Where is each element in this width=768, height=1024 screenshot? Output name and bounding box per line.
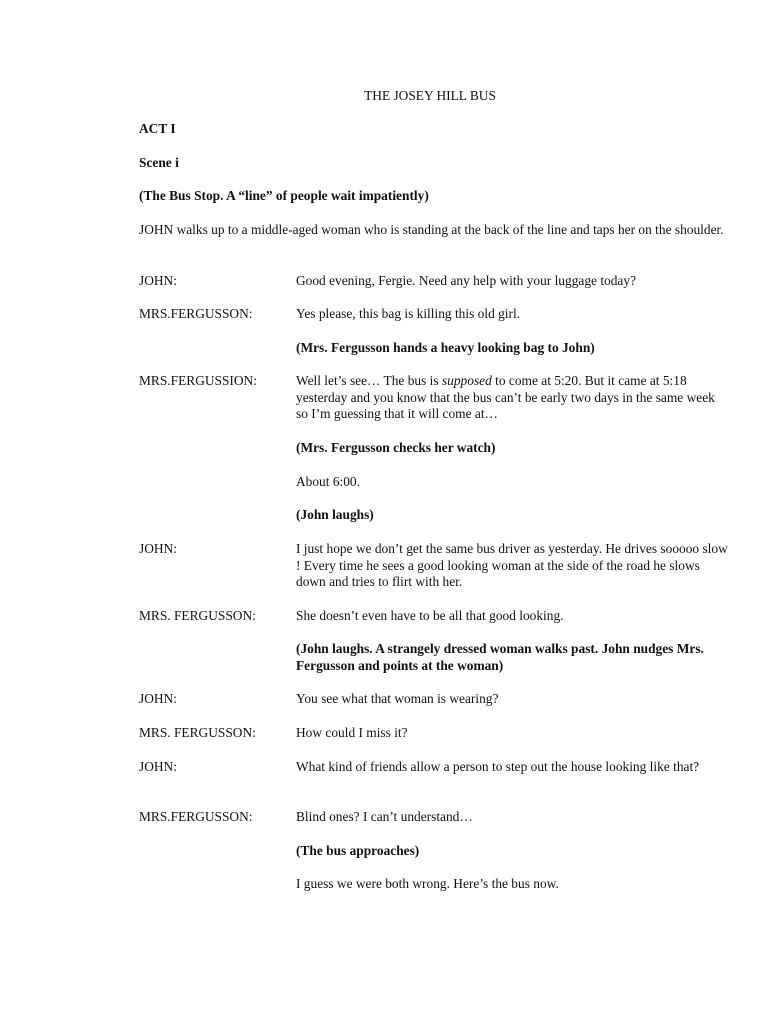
dialogue-line: Yes please, this bag is killing this old girl. [296,306,521,321]
speaker-john: JOHN: [139,273,177,288]
dialogue-line: How could I miss it? [296,725,408,740]
emphasized-word: supposed [441,373,492,388]
speaker-mrs-fergusson: MRS.FERGUSSON: [139,306,253,321]
dialogue-line: Good evening, Fergie. Need any help with your luggage today? [296,273,637,288]
dialogue-text-after: to come at 5:20. But it came at 5:18 yesterday and you know that the bus can’t be early two days in the same week so I’m guessing that it will come at… [296,373,715,421]
stage-direction: (The bus approaches) [296,843,420,858]
dialogue-line [296,373,728,423]
narration: JOHN walks up to a middle-aged woman who is standing at the back of the line and taps her on the shoulder. [139,222,724,237]
speaker-john: JOHN: [139,759,177,774]
speaker-john: JOHN: [139,541,177,556]
dialogue-line: About 6:00. [296,474,360,489]
dialogue-line: You see what that woman is wearing? [296,691,499,706]
stage-direction: (John laughs) [296,507,374,522]
stage-direction: (Mrs. Fergusson hands a heavy looking bag to John) [296,340,595,355]
scene-heading: Scene i [139,155,179,170]
speaker-mrs-fergusson: MRS. FERGUSSON: [139,725,256,740]
speaker-mrs-fergussion: MRS.FERGUSSION: [139,373,257,388]
stage-direction: (John laughs. A strangely dressed woman walks past. John nudges Mrs. Fergusson and points at the woman) [296,641,704,673]
speaker-john: JOHN: [139,691,177,706]
dialogue-line: I guess we were both wrong. Here’s the bus now. [296,876,559,891]
dialogue-text-before: Well let’s see… The bus is [296,373,442,388]
opening-stage-direction: (The Bus Stop. A “line” of people wait impatiently) [139,188,429,203]
stage-direction: (Mrs. Fergusson checks her watch) [296,440,496,455]
script-title: THE JOSEY HILL BUS [364,88,496,103]
act-heading: ACT I [139,121,176,136]
dialogue-line: Blind ones? I can’t understand… [296,809,473,824]
dialogue-line: What kind of friends allow a person to step out the house looking like that? [296,759,700,774]
dialogue-line: I just hope we don’t get the same bus driver as yesterday. He drives sooooo slow ! Every time he sees a good looking woman at the side of the road he slows down and tries to flirt with her. [296,541,728,589]
speaker-mrs-fergusson: MRS. FERGUSSON: [139,608,256,623]
dialogue-line: She doesn’t even have to be all that good looking. [296,608,564,623]
speaker-mrs-fergusson: MRS.FERGUSSON: [139,809,253,824]
